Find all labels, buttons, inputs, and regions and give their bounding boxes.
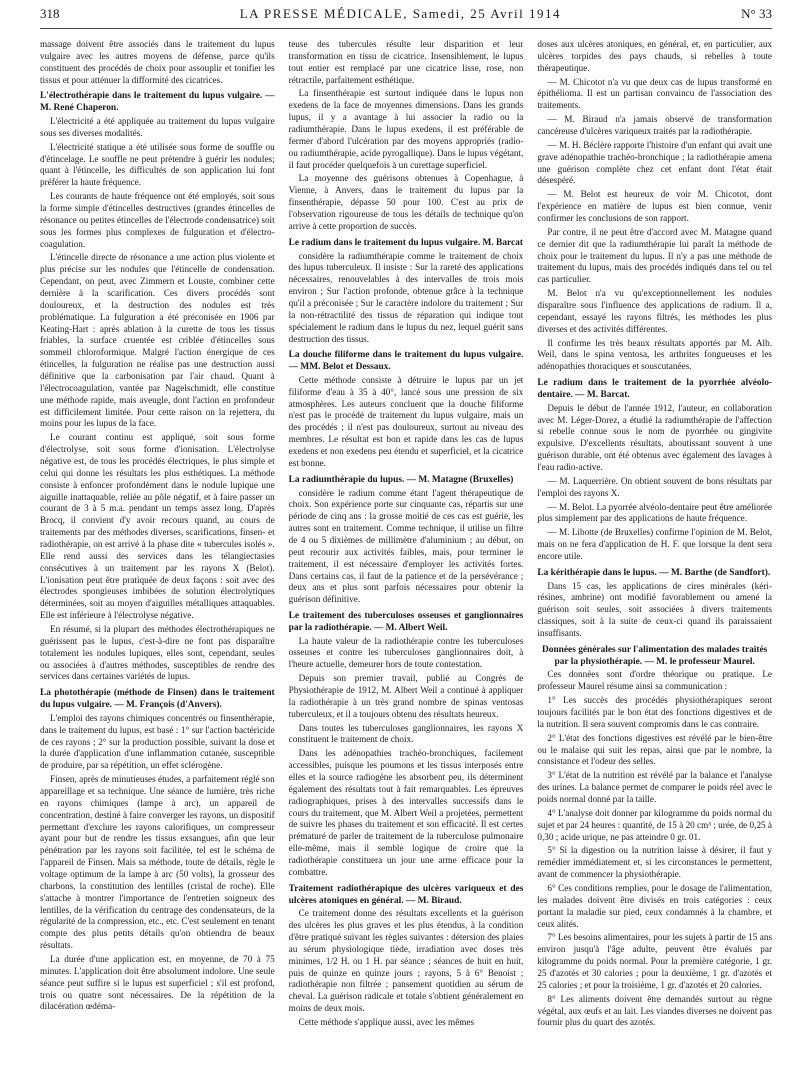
paragraph: Le courant continu est appliqué, soit sous forme d'électrolyse, soit sous forme d'ionisation. L'électrolyse négative est, de tous les procédés électriques, le plus simple et celui qui donne les résultats les plus esthétiques. La méthode consiste à enfoncer profondément dans le nodule lupique une aiguille inattaquable, reliée au pôle négatif, et à faire passer un courant de 3 à 5 m.a. pendant un temps assez long. D'après Brocq, il convient d'y avoir recours quand, au cours de traitements par des méthodes diverses, scarifications, finsen- et radiothérapie, on est arrivé à la phase dite « tubercules isolés ». Elle rend aussi des services dans les télangiectasies consécutives à un traitement par les rayons X (Belot). L'ionisation peut être pratiquée de deux façons : soit avec des électrodes spongieuses imbibées de solution électrolytiques déterminées, soit au moyen d'aiguilles métalliques attaquables. Elle est inférieure à l'électrolyse négative.	[40, 432, 275, 621]
section-heading: Traitement radiothérapique des ulcères variqueux et des ulcères atoniques en général. — M. Biraud.	[288, 883, 524, 906]
paragraph: 8° Les aliments doivent être demandés surtout au règne végétal, aux œufs et au lait. Les viandes diverses ne doivent pas fournir plus du quart des azotés.	[537, 993, 772, 1028]
paragraph: 7° Les besoins alimentaires, pour les sujets à partir de 15 ans environ jusqu'à l'âge adulte, peuvent être évalués par kilogramme du poids normal. Pour la première catégorie, 1 gr. 25 d'azotés et 30 calories ; pour la deuxième, 1 gr. d'azotés et 25 calories ; et pour la troisième, 1 gr. d'azotés et 20 calories.	[537, 932, 772, 990]
paragraph: La moyenne des guérisons obtenues à Copenhague, à Vienne, à Anvers, dans le traitement du lupus par la finsenthérapie, dépasse 50 pour 100. C'est au prix de l'observation rigoureuse de tous les détails de technique qu'on arrive à cette proportion de succès.	[288, 173, 524, 231]
paragraph: Dans les adénopathies trachéo-bronchiques, facilement accessibles, puisque les poumons et les tissus interposés entre elles et la source radiogène les absorbent peu, ils déterminent également des résultats tout à fait remarquables. Les épreuves radiographiques, prises à des intervalles successifs dans le cours du traitement, que M. Albert Weil a projetées, permettent de suivre les phases du traitement et son efficacité. Il est certes prématuré de parler de traitement de la tuberculose pulmonaire elle-même, mais il semble logique de croire que la radiothérapie constituera un jour une arme efficace pour la combattre.	[288, 748, 524, 877]
paragraph: — M. Belot est heureux de voir M. Chicotot, dont l'expérience en matière de lupus est bien connue, venir confirmer les conclusions de son rapport.	[537, 189, 772, 224]
paragraph: Depuis son premier travail, publié au Congrès de Physiothérapie de 1912, M. Albert Weil a continué à appliquer la radiothérapie à un très grand nombre de spinas ventosas tuberculeux, et il a toujours obtenu des résultats heureux.	[288, 673, 524, 719]
issue-number: N° 33	[741, 6, 772, 21]
paragraph: considère le radium comme étant l'agent thérapeutique de choix. Son expérience porte sur cinquante cas, répartis sur une période de cinq ans : la grosse moitié de ces cas est guérie, les autres sont en traitement. Comme technique, il utilise un filtre de 4 ou 5 dixièmes de millimètre d'aluminium ; au début, on peut recourir aux activités faibles, mais, pour terminer le traitement, il est nécessaire d'employer les activités fortes. Dans certains cas, il faut de la patience et de la persévérance ; deux ans et plus sont parfois nécessaires pour obtenir la guérison définitive.	[288, 487, 524, 605]
paragraph: — M. Chicotot n'a vu que deux cas de lupus transformé en épithélioma. Il est un partisan convaincu de l'association des traitements.	[537, 76, 772, 111]
paragraph: 6° Ces conditions remplies, pour le dosage de l'alimentation, les malades doivent être divisés en trois catégories : ceux portant la maladie sur pied, ceux condamnés à la chambre, et ceux alités.	[537, 883, 772, 929]
paragraph: En résumé, si la plupart des méthodes électrothérapiques ne guérissent pas le lupus, c'est-à-dire ne font pas disparaître totalement les nodules lupiques, elles sont, cependant, seules ou associées à d'autres méthodes, susceptibles de rendre des services dans certaines variétés de lupus.	[40, 624, 275, 682]
paragraph: Ces données sont d'ordre théorique ou pratique. Le professeur Maurel résume ainsi sa communication :	[537, 669, 772, 692]
paragraph: considère la radiumthérapie comme le traitement de choix des lupus tuberculeux. Il insiste : Sur la rareté des applications nécessaires, renouvelables à des intervalles de trois mois environ ; Sur l'action profonde, obtenue grâce à la technique qu'il a préconisée ; Sur le caractère indolore du traitement ; Sur la non-rétractilité des tissus de réparation qui indique tout spécialement le radium dans le lupus du nez, lequel guérit sans destruction des tissus.	[288, 250, 524, 344]
section-heading: La radiumthérapie du lupus. — M. Matagne (Bruxelles)	[288, 474, 514, 485]
section-heading: Le radium dans le traitement du lupus vulgaire. M. Barcat	[288, 237, 523, 248]
paragraph: — M. Laquerrière. On obtient souvent de bons résultats par l'emploi des rayons X.	[537, 475, 772, 498]
paragraph: Par contre, il ne peut être d'accord avec M. Matagne quand ce dernier dit que la radiumthérapie lui paraît la méthode de choix pour le traitement du lupus. Il n'y a pas une méthode de traitement du lupus, mais des procédés indiqués dans tel ou tel cas particulier.	[537, 226, 772, 285]
section-heading: Données générales sur l'alimentation des malades traités par la physiothérapie. — M. le professeur Maurel.	[542, 644, 768, 667]
paragraph: L'électricité a été appliquée au traitement du lupus vulgaire sous ses diverses modalités.	[40, 115, 275, 138]
paragraph: M. Belot n'a vu qu'exceptionnellement les nodules disparaître sous l'influence des applications de radium. Il a, cependant, essayé les rayons filtrés, les méthodes les plus diverses et des activités différentes.	[537, 288, 772, 334]
paragraph: — M. Libotte (de Bruxelles) confirme l'opinion de M. Belot, mais on ne fera d'application de H. F. que lorsque la dent sera encore utile.	[537, 527, 772, 562]
paragraph: 3° L'état de la nutrition est révélé par la balance et l'analyse des urines. La balance permet de comparer le poids réel avec le poids normal donné par la taille.	[537, 770, 772, 805]
paragraph: La durée d'une application est, en moyenne, de 70 à 75 minutes. L'application doit être absolument indolore. Une seule séance peut suffire si le lupus est superficiel ; s'il est profond, trois ou quatre sont nécessaires. De la répétition de la dilacération œdéma-	[40, 954, 275, 1012]
paragraph: Cette méthode consiste à détruire le lupus par un jet filiforme d'eau à 35 à 40°, lancé sous une pression de six atmosphères. Les auteurs concluent que la douche filiforme n'est pas le procédé de traitement du lupus vulgaire, mais un des procédés ; il n'est pas douloureux, surtout au niveau des membres. Le résultat est bon et rapide dans les cas de lupus exedens et non exedens peu étendu et superficiel, et la cicatrice est bonne.	[288, 374, 524, 468]
paragraph: Ce traitement donne des résultats excellents et la guérison des ulcères les plus graves et les plus étendus, à la condition d'être pratiqué suivant les règles suivantes : détersion des plaies au sérum physiologique tiède, irradiation avec doses très minimes, 1/2 H. ou 1 H. par séance ; séances de huit en huit, puis de quinze en quinze jours ; rayons, 5 à 6° Benoist ; radiothérapie non filtrée ; pansement quotidien au sérum de cheval. La guérison radicale et totale s'obtient généralement en moins de deux mois.	[288, 908, 524, 1014]
paragraph: L'électricité statique a été utilisée sous forme de souffle ou d'étincelage. Le souffle ne peut prétendre à guérir les nodules; quant à l'étincelle, les difficultés de son application lui font préférer la haute fréquence.	[40, 141, 275, 188]
paragraph: — M. Belot. La pyorrée alvéolo-dentaire peut être améliorée plus simplement par des applications de haute fréquence.	[537, 501, 772, 524]
section-heading: L'électrothérapie dans le traitement du lupus vulgaire. — M. René Chaperon.	[40, 91, 275, 114]
column-left	[40, 39, 275, 1079]
paragraph: Il confirme les très beaux résultats apportés par M. Alb. Weil, dans le spina ventosa, les arthrites fongueuses et les adénopathies thoraciques et souscutanées.	[537, 337, 772, 372]
column-middle	[289, 39, 524, 1079]
paragraph: L'étincelle directe de résonance a une action plus violente et plus précise sur les nodules que l'étincelle de condensation. Cependant, on peut, avec Zimmern et Louste, combiner cette dernière à la scarification. Ces divers procédés sont douloureux, et la destruction des nodules est très problématique. La fulguration a été préconisée en 1906 par Keating-Hart : après ablation à la curette de tous les tissus friables, la surface cruentée est criblée d'étincelles sous sommeil chloroformique. Malgré l'action énergique de ces étincelles, la fulguration ne réalise pas une destruction aussi définitive que la carbonisation par l'air chaud. Quant à l'électrocoagulation, vantée par Nagelschmidt, elle constitue une méthode rapide, mais aveugle, dont l'action en profondeur est difficilement limitée. Pour cette raison on la rejettera, du moins pour les lupus de la face.	[40, 252, 275, 429]
paragraph: L'emploi des rayons chimiques concentrés ou finsenthérapie, dans le traitement du lupus, est basé : 1° sur l'action bactéricide de ces rayons ; 2° sur la production possible, suivant la dose et la durée d'application d'une inflammation cutanée, susceptible de produire, par sa répétition, un effet sclérogène.	[40, 712, 275, 771]
paragraph: — M. Biraud n'a jamais observé de transformation cancéreuse d'ulcères variqueux traités par la radiothérapie.	[537, 114, 772, 137]
column-right	[537, 39, 772, 1079]
paragraph: Les courants de haute fréquence ont été employés, soit sous la forme simple d'étincelles destructives (grandes étincelles de résonance ou petites étincelles de l'électrode condensatrice) soit sous les formes plus complexes de fulguration et d'électro-coagulation.	[40, 191, 275, 249]
paragraph: Dans toutes les tuberculoses ganglionnaires, les rayons X constituent le traitement de choix.	[288, 722, 524, 745]
paragraph: 1° Les succès des procédés physiothérapiques seront toujours facilités par le bon état des fonctions digestives et de la nutrition. Il sera souvent compromis dans le cas contraire.	[537, 695, 772, 729]
section-heading: La douche filiforme dans le traitement du lupus vulgaire. — MM. Belot et Dessaux.	[288, 350, 524, 373]
paragraph: 5° Si la digestion ou la nutrition laisse à désirer, il faut y remédier immédiatement et, si les circonstances le permettent, avant de commencer la physiothérapie.	[537, 845, 772, 880]
paragraph: massage doivent être associés dans le traitement du lupus vulgaire avec les autres moyens de défense, parce qu'ils constituent des procédés de choix pour assouplir et tonifier les tissus et pour atténuer la difformité des cicatrices.	[40, 39, 275, 85]
text-columns	[40, 39, 772, 1079]
paragraph: La haute valeur de la radiothérapie contre les tuberculoses osseuses et contre les tuberculoses ganglionnaires doit, à l'heure actuelle, demeurer hors de toute contestation.	[288, 635, 524, 670]
section-heading: La kérithérapie dans le lupus. — M. Barthe (de Sandfort).	[537, 567, 771, 578]
paragraph: La finsenthérapie est surtout indiquée dans le lupus non exedens de la face de moyennes dimensions. Dans les grands lupus, il y a avantage à lui associer la radio ou la radiumthérapie. Dans le lupus exedens, il est préférable de fermer d'abord l'ulcération par des moyens appropriés (radio- ou radiumthérapie, acide pyrogallique). Dans le lupus végétant, il faut procéder quelquefois à un curettage superficiel.	[288, 88, 524, 170]
section-heading: Le traitement des tuberculoses osseuses et ganglionnaires par la radiothérapie. — M. Albert Weil.	[288, 611, 524, 633]
paragraph: Finsen, après de minutieuses études, a parfaitement réglé son appareillage et sa technique. Une séance de lumière, très riche en rayons chimiques (lampe à arc), un appareil de concentration, destiné à faire converger les rayons, un dispositif permettant d'exclure les rayons calorifiques, un compresseur ayant pour but de rendre les tissus exsangues, afin que leur pénétration par les rayons soit facilitée, tel est le schéma de l'appareil de Finsen. Mais sa méthode, toute de détails, règle le voltage optimum de la lampe à arc (50 volts), la grosseur des charbons, la constitution des lentilles (cristal de roche). Elle s'attache à montrer l'importance de l'entretien soigneux des lentilles, de la vérification du centrage des condensateurs, de la régularité de la compression, etc., etc. C'est seulement en tenant compte des plus petits détails qu'on obtiendra de beaux résultats.	[40, 774, 275, 951]
paragraph: teuse des tubercules résulte leur disparition et leur transformation en tissu de cicatrice. Insensiblement, le lupus tout entier est remplacé par une cicatrice lisse, rose, non rétractile, parfaitement esthétique.	[288, 39, 524, 85]
journal-title: LA PRESSE MÉDICALE, Samedi, 25 Avril 1914	[239, 6, 561, 21]
paragraph: doses aux ulcères atoniques, en général, et, en particulier, aux ulcères torpides des pays chauds, si rebelles à toute thérapeutique.	[537, 39, 772, 73]
section-heading: La photothérapie (méthode de Finsen) dans le traitement du lupus vulgaire. — M. François (d'Anvers).	[40, 688, 275, 711]
running-header	[40, 6, 772, 29]
paragraph: Dans 15 cas, les applications de cires minérales (kéri-résines, ambrine) ont modifié favorablement ou amené la guérison soit seules, soit associées à divers traitements classiques, soit à la suite de ceux-ci quand ils paraissaient insuffisants.	[537, 580, 772, 639]
section-heading: Le radium dans le traitement de la pyorrhée alvéolo-dentaire. — M. Barcat.	[537, 378, 772, 400]
paragraph: 2° L'état des fonctions digestives est révélé par le bien-être ou le malaise qui suit les repas, ainsi que par le nombre, la consistance et l'odeur des selles.	[537, 732, 772, 767]
paragraph: Cette méthode s'applique aussi, avec les mêmes	[298, 1017, 475, 1028]
paragraph: 4° L'analyse doit donner par kilogramme du poids normal du sujet et par 24 heures : quantité, de 15 à 20 cm³ ; urée, de 0,25 à 0,30 ; acide urique, ne pas atteindre 0 gr. 01.	[537, 807, 772, 842]
paragraph: Depuis le début de l'année 1912, l'auteur, en collaboration avec M. Léger-Dorez, a étudié la radiumthérapie de l'affection si rebelle connue sous le nom de pyorrhée ou gingivite expulsive. D'excellents résultats, aboutissant souvent à une guérison durable, ont été obtenus avec également des lavages à l'eau radio-active.	[537, 402, 772, 472]
page-number: 318	[40, 6, 60, 21]
paragraph: — M. H. Béclère rapporte l'histoire d'un enfant qui avait une grave adénopathie trachéo-bronchique ; la radiothérapie amena une guérison complète chez cet enfant dont l'état était désespéré.	[537, 139, 772, 186]
